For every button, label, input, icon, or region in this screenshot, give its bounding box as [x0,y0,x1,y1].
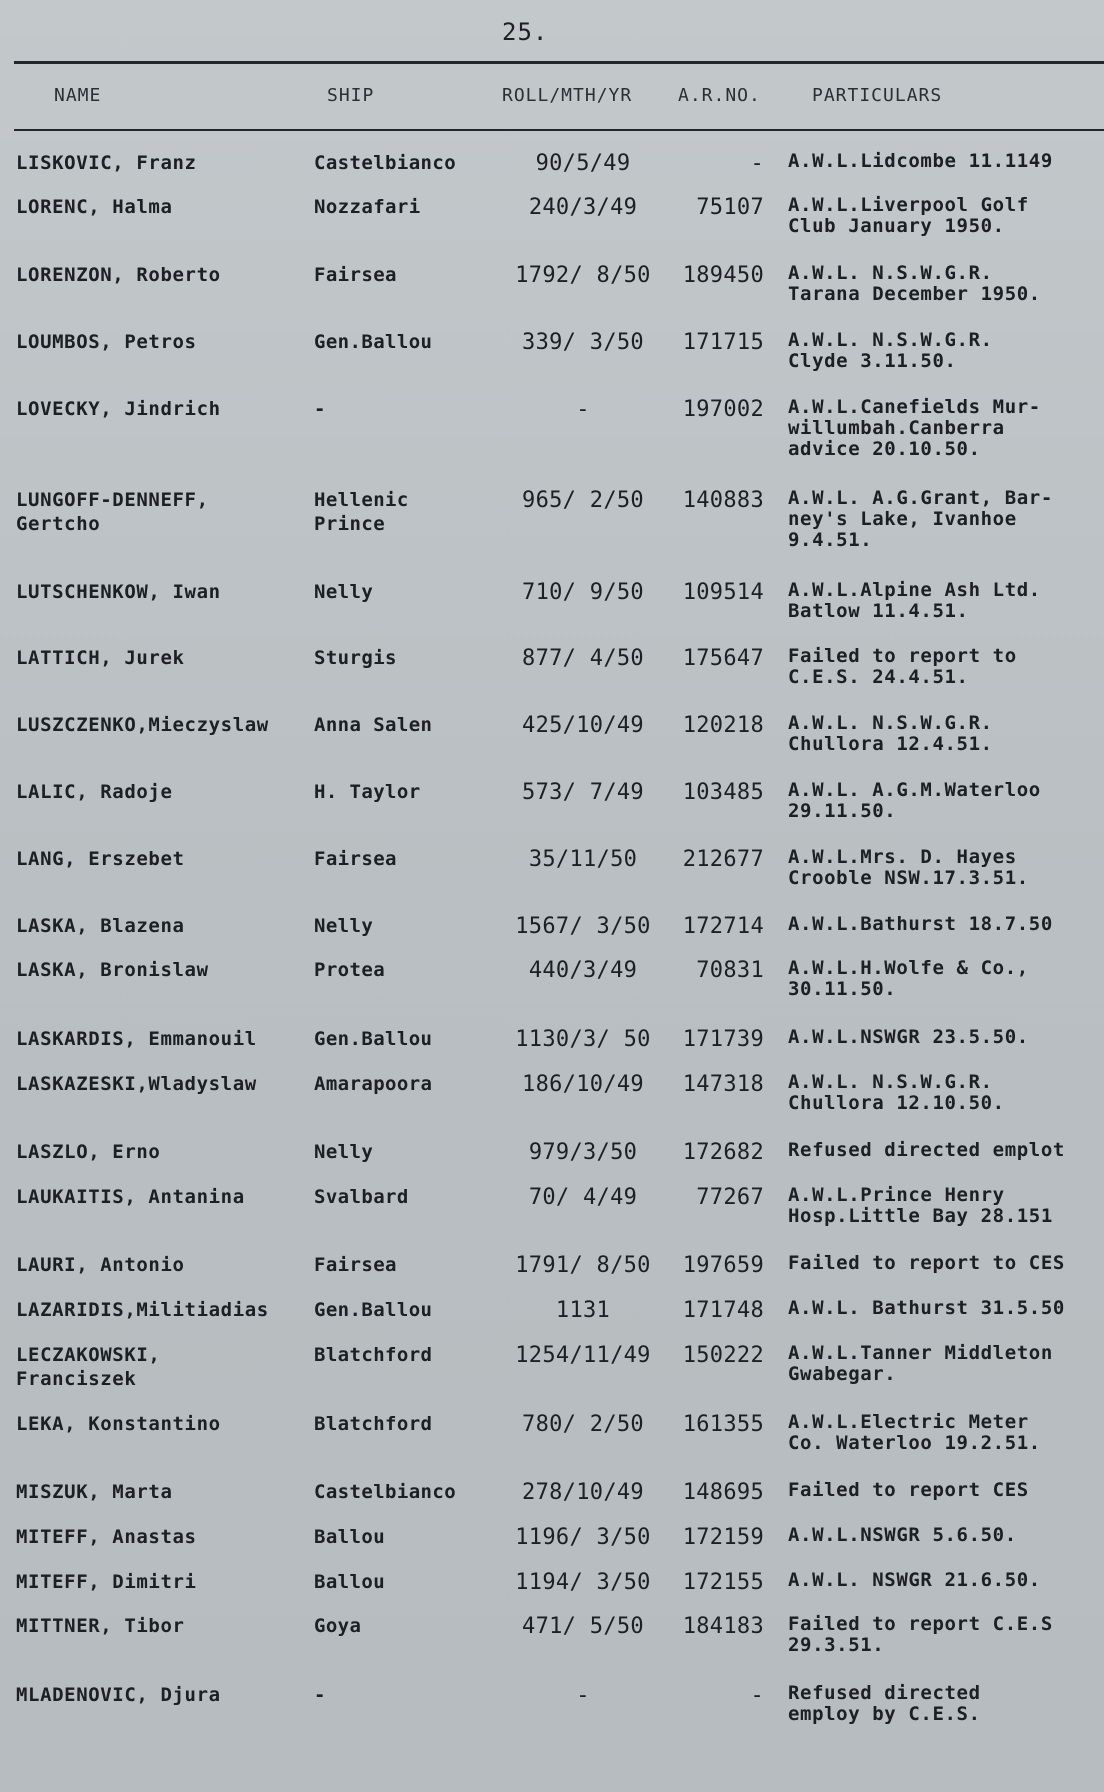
cell-particulars: Failed to report to CES [788,1253,1065,1274]
cell-ship: Hellenic Prince [314,489,409,535]
cell-particulars: A.W.L. A.G.M.Waterloo 29.11.50. [788,780,1041,822]
cell-particulars: A.W.L.Electric Meter Co. Waterloo 19.2.51. [788,1412,1041,1454]
cell-ship: Protea [314,959,386,981]
page-number: 25. [502,18,549,46]
cell-name: LANG, Erszebet [16,848,185,870]
cell-ar: 172682 [682,1140,764,1165]
cell-roll: 710/ 9/50 [522,580,644,605]
cell-ar: 150222 [682,1343,764,1368]
cell-name: MISZUK, Marta [16,1481,173,1503]
cell-name: LASKA, Blazena [16,915,185,937]
cell-name: LAZARIDIS,Militiadias [16,1299,269,1321]
cell-ar: 197002 [682,397,764,422]
cell-roll: 1254/11/49 [515,1343,651,1368]
cell-ship: Gen.Ballou [314,1028,433,1050]
cell-ship: Ballou [314,1526,386,1548]
cell-name: LEKA, Konstantino [16,1413,221,1435]
cell-roll: 278/10/49 [522,1480,644,1505]
header-ship: SHIP [327,85,375,106]
cell-ship: - [314,398,326,420]
cell-roll: 780/ 2/50 [522,1412,644,1437]
header-ar-no: A.R.NO. [678,85,761,106]
cell-particulars: A.W.L.Alpine Ash Ltd. Batlow 11.4.51. [788,580,1041,622]
cell-ar: 147318 [682,1072,764,1097]
top-rule [14,61,1104,64]
cell-ar: 172714 [682,914,764,939]
cell-ship: - [314,1684,326,1706]
cell-particulars: A.W.L.Tanner Middleton Gwabegar. [788,1343,1053,1385]
cell-roll: 339/ 3/50 [522,330,644,355]
cell-name: LORENZON, Roberto [16,264,221,286]
cell-ar: 189450 [682,263,764,288]
header-name: NAME [54,85,102,106]
cell-roll: 573/ 7/49 [522,780,644,805]
cell-name: LOUMBOS, Petros [16,331,197,353]
cell-ship: Nelly [314,581,374,603]
cell-name: LISKOVIC, Franz [16,152,197,174]
cell-ar: 148695 [682,1480,764,1505]
cell-ar: 171715 [682,330,764,355]
cell-particulars: A.W.L. N.S.W.G.R. Chullora 12.4.51. [788,713,993,755]
cell-roll: - [576,397,590,422]
cell-name: LAURI, Antonio [16,1254,185,1276]
cell-particulars: A.W.L.Canefields Mur- willumbah.Canberra advice 20.10.50. [788,397,1041,460]
cell-ar: 120218 [682,713,764,738]
cell-ar: 140883 [682,488,764,513]
cell-particulars: A.W.L. A.G.Grant, Bar- ney's Lake, Ivanhoe 9.4.51. [788,488,1053,551]
cell-ship: Sturgis [314,647,397,669]
cell-roll: 1567/ 3/50 [515,914,651,939]
cell-name: LORENC, Halma [16,196,173,218]
cell-roll: 90/5/49 [535,151,631,176]
cell-name: LASKAZESKI,Wladyslaw [16,1073,257,1095]
cell-particulars: A.W.L. Bathurst 31.5.50 [788,1298,1065,1319]
cell-ar: 161355 [682,1412,764,1437]
cell-name: LECZAKOWSKI, Franciszek [16,1344,161,1390]
cell-ship: Blatchford [314,1344,433,1366]
cell-particulars: A.W.L.Prince Henry Hosp.Little Bay 28.151 [788,1185,1053,1227]
cell-ar: 212677 [682,847,764,872]
cell-roll: 979/3/50 [528,1140,638,1165]
cell-ship: Svalbard [314,1186,409,1208]
cell-roll: 877/ 4/50 [522,646,644,671]
cell-name: LASZLO, Erno [16,1141,161,1163]
cell-ar: 75107 [696,195,764,220]
cell-particulars: A.W.L. N.S.W.G.R. Chullora 12.10.50. [788,1072,1005,1114]
cell-name: LUNGOFF-DENNEFF, Gertcho [16,489,209,535]
cell-particulars: A.W.L.Liverpool Golf Club January 1950. [788,195,1029,237]
cell-ship: Blatchford [314,1413,433,1435]
cell-roll: 186/10/49 [522,1072,644,1097]
cell-name: LOVECKY, Jindrich [16,398,221,420]
cell-particulars: A.W.L.H.Wolfe & Co., 30.11.50. [788,958,1029,1000]
cell-name: LALIC, Radoje [16,781,173,803]
cell-name: LUSZCZENKO,Mieczyslaw [16,714,269,736]
cell-ar: 175647 [682,646,764,671]
cell-name: LASKA, Bronislaw [16,959,209,981]
cell-ar: - [750,1683,764,1708]
cell-particulars: A.W.L. N.S.W.G.R. Clyde 3.11.50. [788,330,993,372]
cell-ship: Gen.Ballou [314,331,433,353]
cell-ar: 172159 [682,1525,764,1550]
cell-particulars: Failed to report CES [788,1480,1029,1501]
column-header [0,85,1104,111]
cell-ar: 171748 [682,1298,764,1323]
cell-particulars: A.W.L.Bathurst 18.7.50 [788,914,1053,935]
cell-name: LUTSCHENKOW, Iwan [16,581,221,603]
cell-ar: 172155 [682,1570,764,1595]
cell-ar: - [750,151,764,176]
cell-ar: 77267 [696,1185,764,1210]
cell-particulars: Failed to report C.E.S 29.3.51. [788,1614,1053,1656]
cell-name: MITEFF, Anastas [16,1526,197,1548]
cell-particulars: A.W.L. NSWGR 21.6.50. [788,1570,1041,1591]
cell-ship: Ballou [314,1571,386,1593]
cell-name: LASKARDIS, Emmanouil [16,1028,257,1050]
cell-ship: Fairsea [314,264,397,286]
cell-name: LAUKAITIS, Antanina [16,1186,245,1208]
header-particulars: PARTICULARS [812,85,943,106]
cell-roll: 425/10/49 [522,713,644,738]
cell-ship: Nelly [314,915,374,937]
cell-name: MITTNER, Tibor [16,1615,185,1637]
cell-ar: 184183 [682,1614,764,1639]
cell-particulars: A.W.L.NSWGR 5.6.50. [788,1525,1017,1546]
cell-ar: 171739 [682,1027,764,1052]
cell-ship: Castelbianco [314,1481,457,1503]
cell-ship: Fairsea [314,848,397,870]
cell-ship: Goya [314,1615,362,1637]
header-rule [14,129,1104,131]
cell-ar: 103485 [682,780,764,805]
cell-roll: 471/ 5/50 [522,1614,644,1639]
cell-particulars: Failed to report to C.E.S. 24.4.51. [788,646,1017,688]
cell-roll: 440/3/49 [528,958,638,983]
cell-particulars: Refused directed emplot [788,1140,1065,1161]
cell-ship: Gen.Ballou [314,1299,433,1321]
cell-roll: - [576,1683,590,1708]
header-roll: ROLL/MTH/YR [502,85,633,106]
cell-ar: 197659 [682,1253,764,1278]
cell-roll: 70/ 4/49 [528,1185,638,1210]
cell-roll: 1792/ 8/50 [515,263,651,288]
cell-particulars: A.W.L.Mrs. D. Hayes Crooble NSW.17.3.51. [788,847,1029,889]
cell-name: MLADENOVIC, Djura [16,1684,221,1706]
cell-particulars: Refused directed employ by C.E.S. [788,1683,981,1725]
cell-roll: 35/11/50 [528,847,638,872]
cell-roll: 240/3/49 [528,195,638,220]
cell-ship: Nozzafari [314,196,421,218]
cell-ship: Castelbianco [314,152,457,174]
cell-ship: H. Taylor [314,781,421,803]
cell-roll: 1194/ 3/50 [515,1570,651,1595]
cell-roll: 1196/ 3/50 [515,1525,651,1550]
cell-particulars: A.W.L. N.S.W.G.R. Tarana December 1950. [788,263,1041,305]
cell-roll: 965/ 2/50 [522,488,644,513]
cell-name: MITEFF, Dimitri [16,1571,197,1593]
cell-name: LATTICH, Jurek [16,647,185,669]
cell-ar: 70831 [696,958,764,983]
cell-roll: 1131 [555,1298,611,1323]
cell-ship: Nelly [314,1141,374,1163]
cell-roll: 1130/3/ 50 [515,1027,651,1052]
cell-ship: Anna Salen [314,714,433,736]
cell-ship: Amarapoora [314,1073,433,1095]
cell-particulars: A.W.L.NSWGR 23.5.50. [788,1027,1029,1048]
cell-roll: 1791/ 8/50 [515,1253,651,1278]
cell-ar: 109514 [682,580,764,605]
cell-particulars: A.W.L.Lidcombe 11.1149 [788,151,1053,172]
cell-ship: Fairsea [314,1254,397,1276]
